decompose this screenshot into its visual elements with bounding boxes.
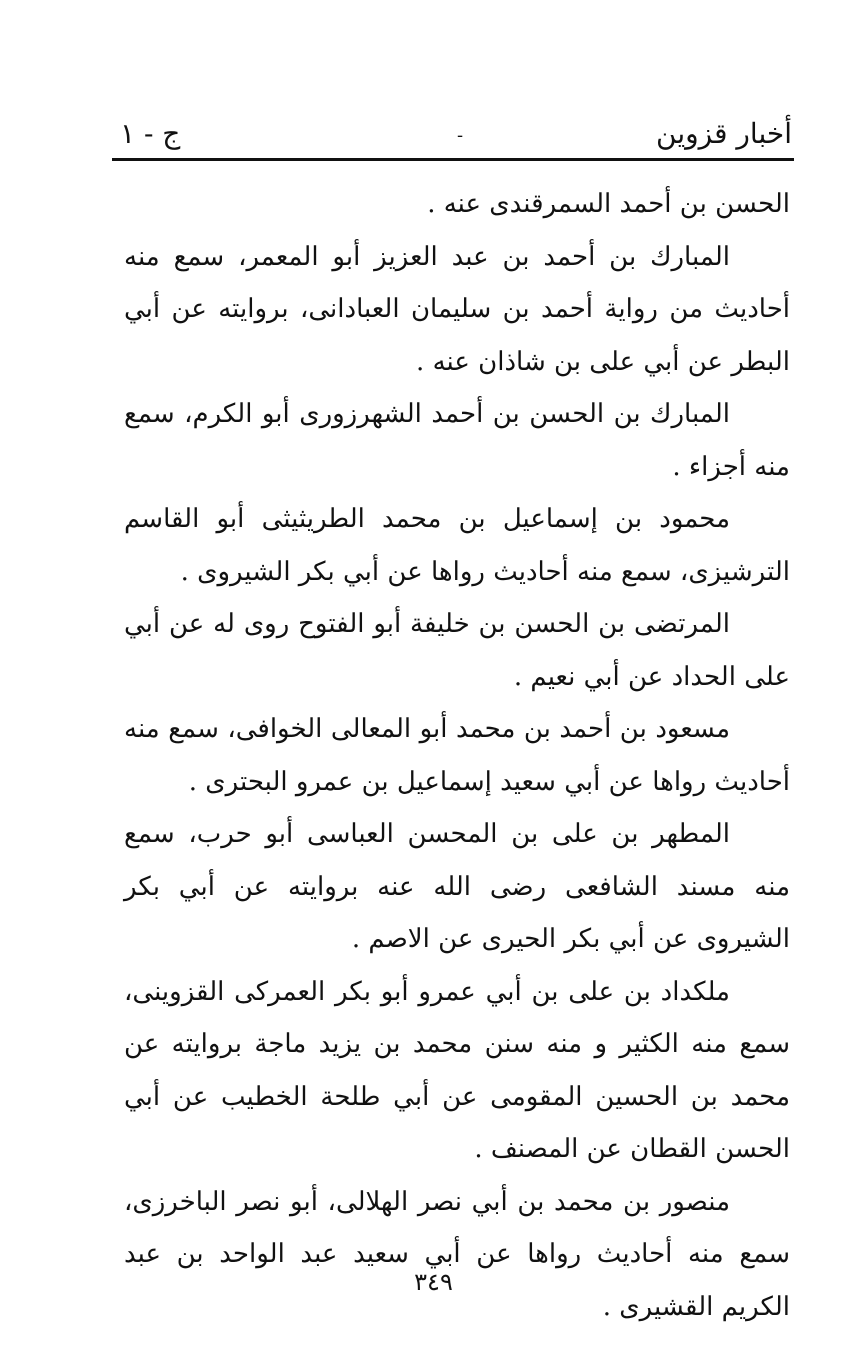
entry-mansur-ibn-muhammad: منصور بن محمد بن أبي نصر الهلالى، أبو نصر الباخرزى، سمع منه أحاديث رواها عن أبي سعيد عبد الواحد بن عبد الكريم القشيرى .: [124, 1186, 790, 1322]
book-title: أخبار قزوين: [656, 117, 792, 150]
entry-mahmud-ibn-ismail: محمود بن إسماعيل بن محمد الطريثيثى أبو القاسم الترشيزى، سمع منه أحاديث رواها عن أبي بكر الشيروى .: [124, 504, 790, 587]
entry-continuation: الحسن بن أحمد السمرقندى عنه .: [427, 189, 790, 219]
header-dot: -: [457, 125, 464, 146]
entry-mutahhar-ibn-ali: المطهر بن على بن المحسن العباسى أبو حرب، سمع منه مسند الشافعى رضى الله عنه بروايته عن أبي بكر الشيروى عن أبي بكر الحيرى عن الاصم .: [124, 819, 790, 954]
entry-mubarak-ibn-ahmad: المبارك بن أحمد بن عبد العزيز أبو المعمر، سمع منه أحاديث من رواية أحمد بن سليمان العبادانى، بروايته عن أبي البطر عن أبي على بن شاذان عنه .: [124, 241, 790, 377]
page-number: ٣٤٩: [414, 1268, 453, 1296]
entry-mubarak-ibn-hasan: المبارك بن الحسن بن أحمد الشهرزورى أبو الكرم، سمع منه أجزاء .: [124, 399, 790, 482]
body-text: [124, 178, 790, 1333]
running-header: [112, 112, 792, 160]
entry-murtada-ibn-hasan: المرتضى بن الحسن بن خليفة أبو الفتوح روى له عن أبي على الحداد عن أبي نعيم .: [124, 609, 790, 692]
volume-number: ج - ١: [120, 117, 181, 150]
entry-masud-ibn-ahmad: مسعود بن أحمد بن محمد أبو المعالى الخوافى، سمع منه أحاديث رواها عن أبي سعيد إسماعيل بن عمرو البحترى .: [124, 714, 790, 797]
entry-malikdad-ibn-ali: ملكداد بن على بن أبي عمرو أبو بكر العمركى القزوينى، سمع منه الكثير و منه سنن محمد بن يزيد ماجة بروايته عن محمد بن الحسين المقومى عن أبي طلحة الخطيب عن أبي الحسن القطان عن المصنف .: [124, 976, 790, 1164]
header-rule: [112, 158, 794, 161]
